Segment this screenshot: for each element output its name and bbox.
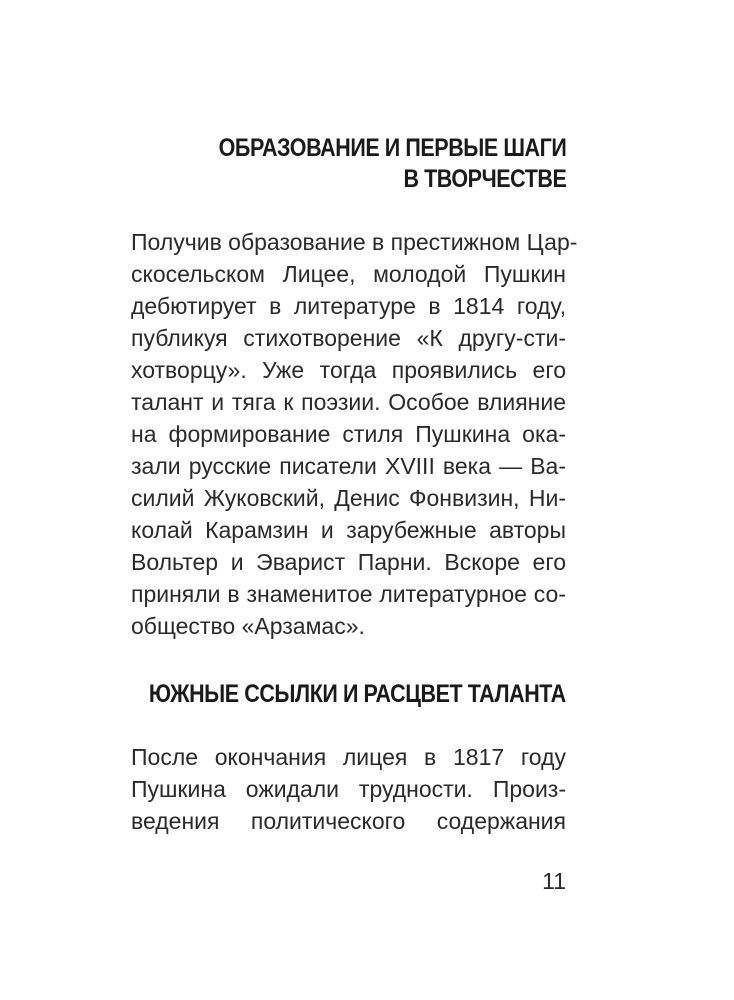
text-line: Пушкина ожидали трудности. Произ- <box>131 776 566 802</box>
section-heading-southern-exile <box>149 679 566 710</box>
text-line: После окончания лицея в 1817 году <box>131 744 566 770</box>
text-line: Получив образование в престижном Цар- <box>131 229 578 255</box>
text-line: зали русские писатели XVIII века — Ва- <box>131 453 566 479</box>
text-line: колай Карамзин и зарубежные авторы <box>131 517 566 543</box>
text-line: на формирование стиля Пушкина ока- <box>131 421 566 447</box>
text-line: Вольтер и Эварист Парни. Вскоре его <box>131 549 566 575</box>
heading-line: ОБРАЗОВАНИЕ И ПЕРВЫЕ ШАГИ <box>218 134 566 162</box>
paragraph-southern-exile <box>131 741 566 837</box>
text-line: публикуя стихотворение «К другу-сти- <box>131 325 566 351</box>
text-line: скосельском Лицее, молодой Пушкин <box>131 261 566 287</box>
paragraph-education <box>131 226 578 642</box>
text-line: дебютирует в литературе в 1814 году, <box>131 293 566 319</box>
text-line: ведения политического содержания <box>131 808 566 834</box>
text-line: хотворцу». Уже тогда проявились его <box>131 357 566 383</box>
text-line: приняли в знаменитое литературное со- <box>131 581 566 607</box>
heading-line: ЮЖНЫЕ ССЫЛКИ И РАСЦВЕТ ТАЛАНТА <box>149 680 566 708</box>
text-line: талант и тяга к поэзии. Особое влияние <box>131 389 566 415</box>
page-number: 11 <box>542 868 566 894</box>
heading-line: В ТВОРЧЕСТВЕ <box>403 165 566 193</box>
text-line: общество «Арзамас». <box>131 613 365 639</box>
section-heading-education <box>218 133 566 195</box>
text-line: силий Жуковский, Денис Фонвизин, Ни- <box>131 485 566 511</box>
